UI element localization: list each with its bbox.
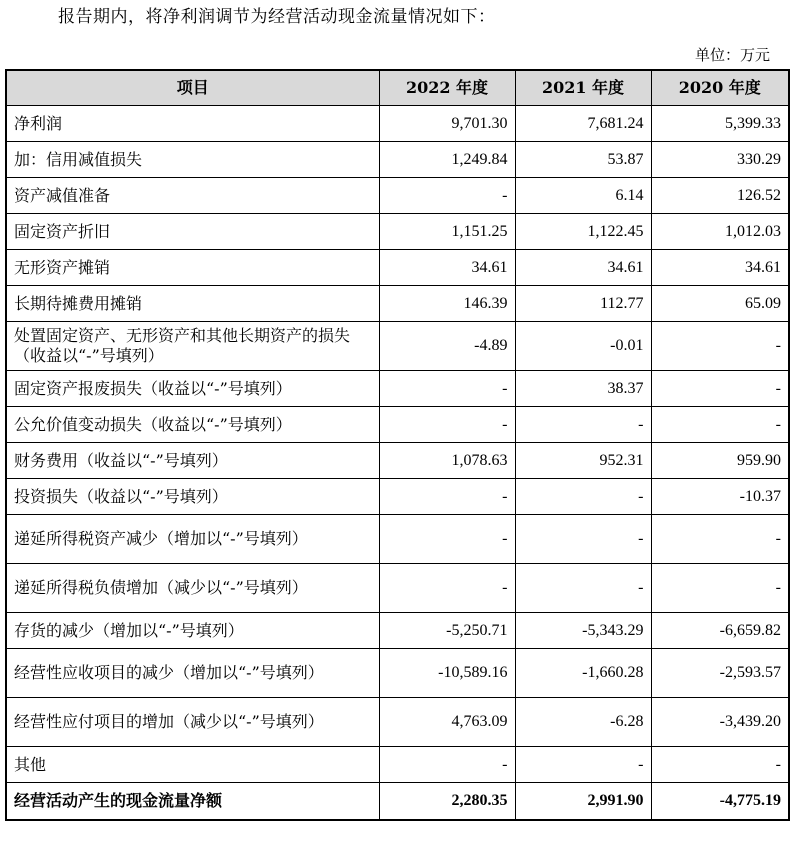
value-2022: 1,151.25 bbox=[379, 214, 515, 250]
value-2020: 1,012.03 bbox=[651, 214, 789, 250]
intro-text: 报告期内，将净利润调节为经营活动现金流量情况如下： bbox=[58, 7, 496, 27]
value-2022: 1,078.63 bbox=[379, 443, 515, 479]
row-label: 递延所得税资产减少（增加以“-”号填列） bbox=[6, 515, 379, 564]
row-label: 经营性应付项目的增加（减少以“-”号填列） bbox=[6, 698, 379, 747]
row-label: 净利润 bbox=[6, 106, 379, 142]
header-row bbox=[6, 70, 789, 106]
value-2020: -6,659.82 bbox=[651, 613, 789, 649]
value-2020: -3,439.20 bbox=[651, 698, 789, 747]
value-2022: - bbox=[379, 747, 515, 783]
row-label: 公允价值变动损失（收益以“-”号填列） bbox=[6, 407, 379, 443]
table-row bbox=[6, 407, 789, 443]
row-label: 固定资产折旧 bbox=[6, 214, 379, 250]
table-row bbox=[6, 613, 789, 649]
value-2020: - bbox=[651, 564, 789, 613]
value-2022: - bbox=[379, 515, 515, 564]
value-2022: 146.39 bbox=[379, 286, 515, 322]
value-2022: - bbox=[379, 407, 515, 443]
table-row bbox=[6, 322, 789, 371]
value-2020: -10.37 bbox=[651, 479, 789, 515]
value-2021: 7,681.24 bbox=[515, 106, 651, 142]
value-2021: - bbox=[515, 515, 651, 564]
value-2022: -4.89 bbox=[379, 322, 515, 371]
table-row bbox=[6, 564, 789, 613]
value-2022: -5,250.71 bbox=[379, 613, 515, 649]
row-label: 经营性应收项目的减少（增加以“-”号填列） bbox=[6, 649, 379, 698]
value-2020: 5,399.33 bbox=[651, 106, 789, 142]
value-2020: 959.90 bbox=[651, 443, 789, 479]
value-2022: - bbox=[379, 564, 515, 613]
value-2020: 126.52 bbox=[651, 178, 789, 214]
row-label: 固定资产报废损失（收益以“-”号填列） bbox=[6, 371, 379, 407]
row-label: 无形资产摊销 bbox=[6, 250, 379, 286]
cash-flow-reconciliation-table bbox=[5, 69, 790, 821]
total-2022: 2,280.35 bbox=[379, 783, 515, 821]
value-2022: - bbox=[379, 479, 515, 515]
table-row bbox=[6, 698, 789, 747]
table-row bbox=[6, 479, 789, 515]
table-row bbox=[6, 106, 789, 142]
value-2021: 53.87 bbox=[515, 142, 651, 178]
value-2021: -0.01 bbox=[515, 322, 651, 371]
value-2021: - bbox=[515, 747, 651, 783]
table-row bbox=[6, 250, 789, 286]
row-label: 长期待摊费用摊销 bbox=[6, 286, 379, 322]
header-2020: 2020 年度 bbox=[651, 70, 789, 106]
value-2021: -6.28 bbox=[515, 698, 651, 747]
table-row bbox=[6, 649, 789, 698]
value-2020: -2,593.57 bbox=[651, 649, 789, 698]
value-2020: - bbox=[651, 322, 789, 371]
value-2020: - bbox=[651, 747, 789, 783]
value-2021: - bbox=[515, 479, 651, 515]
value-2021: 34.61 bbox=[515, 250, 651, 286]
table-row bbox=[6, 214, 789, 250]
total-2021: 2,991.90 bbox=[515, 783, 651, 821]
value-2021: -1,660.28 bbox=[515, 649, 651, 698]
row-label: 财务费用（收益以“-”号填列） bbox=[6, 443, 379, 479]
value-2022: 9,701.30 bbox=[379, 106, 515, 142]
value-2022: 4,763.09 bbox=[379, 698, 515, 747]
table-row bbox=[6, 515, 789, 564]
header-2021: 2021 年度 bbox=[515, 70, 651, 106]
table-row bbox=[6, 747, 789, 783]
value-2020: 65.09 bbox=[651, 286, 789, 322]
value-2022: - bbox=[379, 371, 515, 407]
value-2022: -10,589.16 bbox=[379, 649, 515, 698]
row-label: 存货的减少（增加以“-”号填列） bbox=[6, 613, 379, 649]
header-item: 项目 bbox=[6, 70, 379, 106]
value-2021: 6.14 bbox=[515, 178, 651, 214]
row-label: 加：信用减值损失 bbox=[6, 142, 379, 178]
unit-label: 单位：万元 bbox=[694, 46, 770, 64]
row-label: 递延所得税负债增加（减少以“-”号填列） bbox=[6, 564, 379, 613]
value-2021: 952.31 bbox=[515, 443, 651, 479]
row-label: 资产减值准备 bbox=[6, 178, 379, 214]
value-2020: - bbox=[651, 407, 789, 443]
total-label: 经营活动产生的现金流量净额 bbox=[6, 783, 379, 821]
table-row bbox=[6, 178, 789, 214]
value-2020: - bbox=[651, 371, 789, 407]
value-2022: - bbox=[379, 178, 515, 214]
row-label: 处置固定资产、无形资产和其他长期资产的损失（收益以“-”号填列） bbox=[6, 322, 379, 371]
total-2020: -4,775.19 bbox=[651, 783, 789, 821]
value-2020: 330.29 bbox=[651, 142, 789, 178]
value-2021: -5,343.29 bbox=[515, 613, 651, 649]
table-row bbox=[6, 286, 789, 322]
header-2022: 2022 年度 bbox=[379, 70, 515, 106]
value-2021: - bbox=[515, 564, 651, 613]
value-2022: 1,249.84 bbox=[379, 142, 515, 178]
value-2020: - bbox=[651, 515, 789, 564]
table-row bbox=[6, 443, 789, 479]
value-2022: 34.61 bbox=[379, 250, 515, 286]
row-label: 投资损失（收益以“-”号填列） bbox=[6, 479, 379, 515]
value-2020: 34.61 bbox=[651, 250, 789, 286]
table-row bbox=[6, 371, 789, 407]
value-2021: 38.37 bbox=[515, 371, 651, 407]
total-row bbox=[6, 783, 789, 821]
value-2021: - bbox=[515, 407, 651, 443]
table-row bbox=[6, 142, 789, 178]
row-label: 其他 bbox=[6, 747, 379, 783]
value-2021: 1,122.45 bbox=[515, 214, 651, 250]
value-2021: 112.77 bbox=[515, 286, 651, 322]
